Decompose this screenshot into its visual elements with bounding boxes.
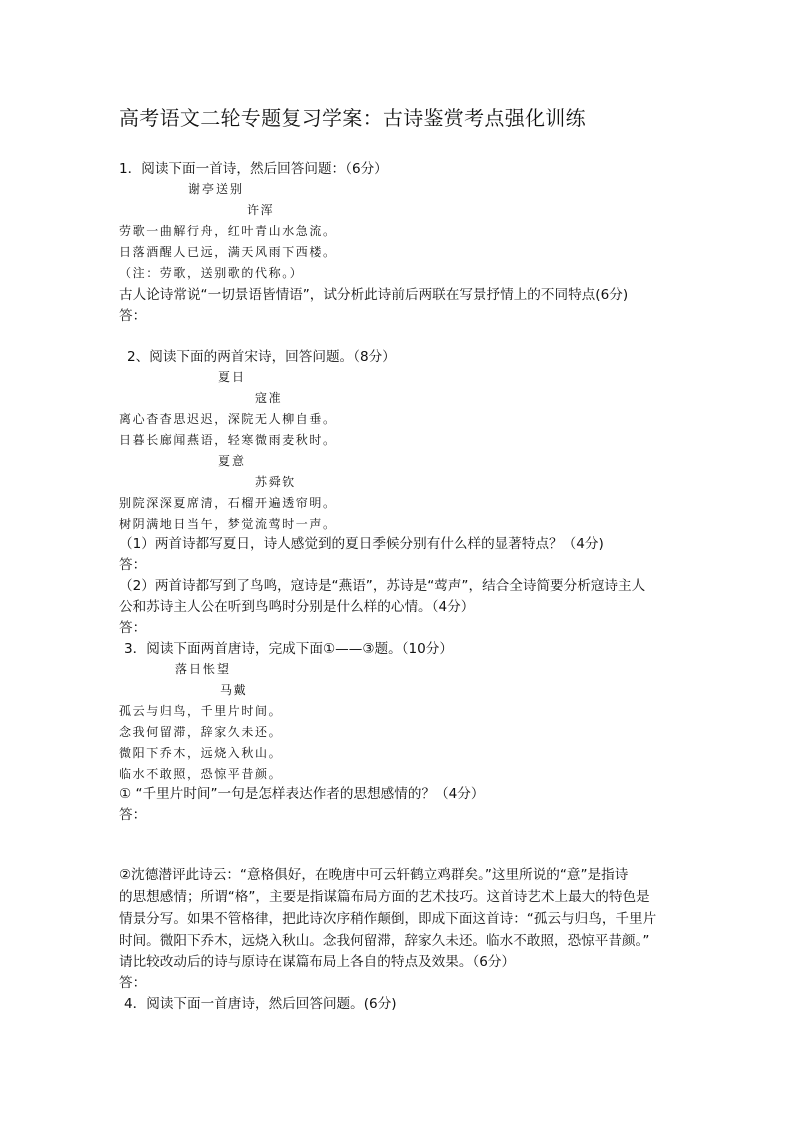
q3-answer-label-2: 答： (119, 975, 147, 991)
q3-poem-line: 临水不敢照，恐惊平昔颜。 (119, 767, 283, 781)
q2-sub1: （1）两首诗都写夏日，诗人感觉到的夏日季候分别有什么样的显著特点？（4分) (119, 536, 604, 552)
q2-poem1-line: 离心杳杳思迟迟，深院无人柳自垂。 (119, 412, 337, 426)
q2-poem2-title: 夏意 (218, 454, 247, 468)
q3-sub2-line: 的思想感情；所谓“格”，主要是指谋篇布局方面的艺术技巧。这首诗艺术上最大的特色是 (119, 889, 650, 905)
q2-poem1-line: 日暮长廊闻燕语，轻寒微雨麦秋时。 (119, 433, 337, 447)
q1-prompt: 1．阅读下面一首诗，然后回答问题：（6分） (119, 161, 388, 177)
q1-poem-line: 日落酒醒人已远，满天风雨下西楼。 (119, 245, 337, 259)
q2-sub2-line: 公和苏诗主人公在听到鸟鸣时分别是什么样的心情。（4分） (119, 599, 475, 615)
q3-poem-author: 马戴 (220, 683, 248, 697)
q2-poem2-line: 树阴满地日当午，梦觉流莺时一声。 (119, 517, 337, 531)
q1-answer-label: 答： (119, 308, 147, 324)
q3-poem-line: 念我何留滞，辞家久未还。 (119, 725, 283, 739)
q3-poem-line: 孤云与归鸟，千里片时间。 (119, 704, 283, 718)
q1-question: 古人论诗常说“一切景语皆情语”，试分析此诗前后两联在写景抒情上的不同特点(6分) (119, 287, 629, 303)
q3-sub2-line: 时间。微阳下乔木，远烧入秋山。念我何留滞，辞家久未还。临水不敢照，恐惊平昔颜。” (119, 933, 650, 949)
q3-answer-label-1: 答： (119, 807, 147, 823)
q2-sub2-line: （2）两首诗都写到了鸟鸣，寇诗是“燕语”，苏诗是“莺声”，结合全诗简要分析寇诗主人 (119, 578, 646, 594)
q1-poem-line: 劳歌一曲解行舟，红叶青山水急流。 (119, 224, 337, 238)
q2-poem1-title: 夏日 (218, 370, 247, 384)
q2-poem2-author: 苏舜钦 (255, 475, 296, 489)
q3-poem-title: 落日怅望 (175, 662, 232, 676)
q2-poem1-author: 寇准 (255, 391, 283, 405)
q2-answer-label-1: 答： (119, 557, 147, 573)
q3-poem-line: 微阳下乔木，远烧入秋山。 (119, 746, 283, 760)
q4-prompt: 4．阅读下面一首唐诗，然后回答问题。(6分) (124, 996, 397, 1012)
q2-answer-label-2: 答： (119, 620, 147, 636)
page-title: 高考语文二轮专题复习学案：古诗鉴赏考点强化训练 (119, 106, 586, 130)
q3-sub1: ① “千里片时间”一句是怎样表达作者的思想感情的？（4分） (119, 786, 485, 802)
q3-prompt: 3．阅读下面两首唐诗，完成下面①——③题。（10分） (124, 641, 453, 657)
q3-sub2-line: 请比较改动后的诗与原诗在谋篇布局上各自的特点及效果。（6分） (119, 954, 516, 970)
q2-poem2-line: 别院深深夏席清，石榴开遍透帘明。 (119, 496, 337, 510)
q1-poem-author: 许浑 (247, 203, 275, 217)
q1-poem-title: 谢亭送别 (188, 182, 245, 196)
q2-prompt: 2、阅读下面的两首宋诗，回答问题。（8分） (127, 349, 396, 365)
q3-sub2-line: ②沈德潜评此诗云：“意格俱好，在晚唐中可云轩鹤立鸡群矣。”这里所说的“意”是指诗 (119, 867, 629, 883)
q3-sub2-line: 情景分写。如果不管格律，把此诗次序稍作颠倒，即成下面这首诗：“孤云与归鸟，千里片 (119, 911, 657, 927)
q1-poem-note: （注：劳歌，送别歌的代称。） (119, 266, 304, 280)
